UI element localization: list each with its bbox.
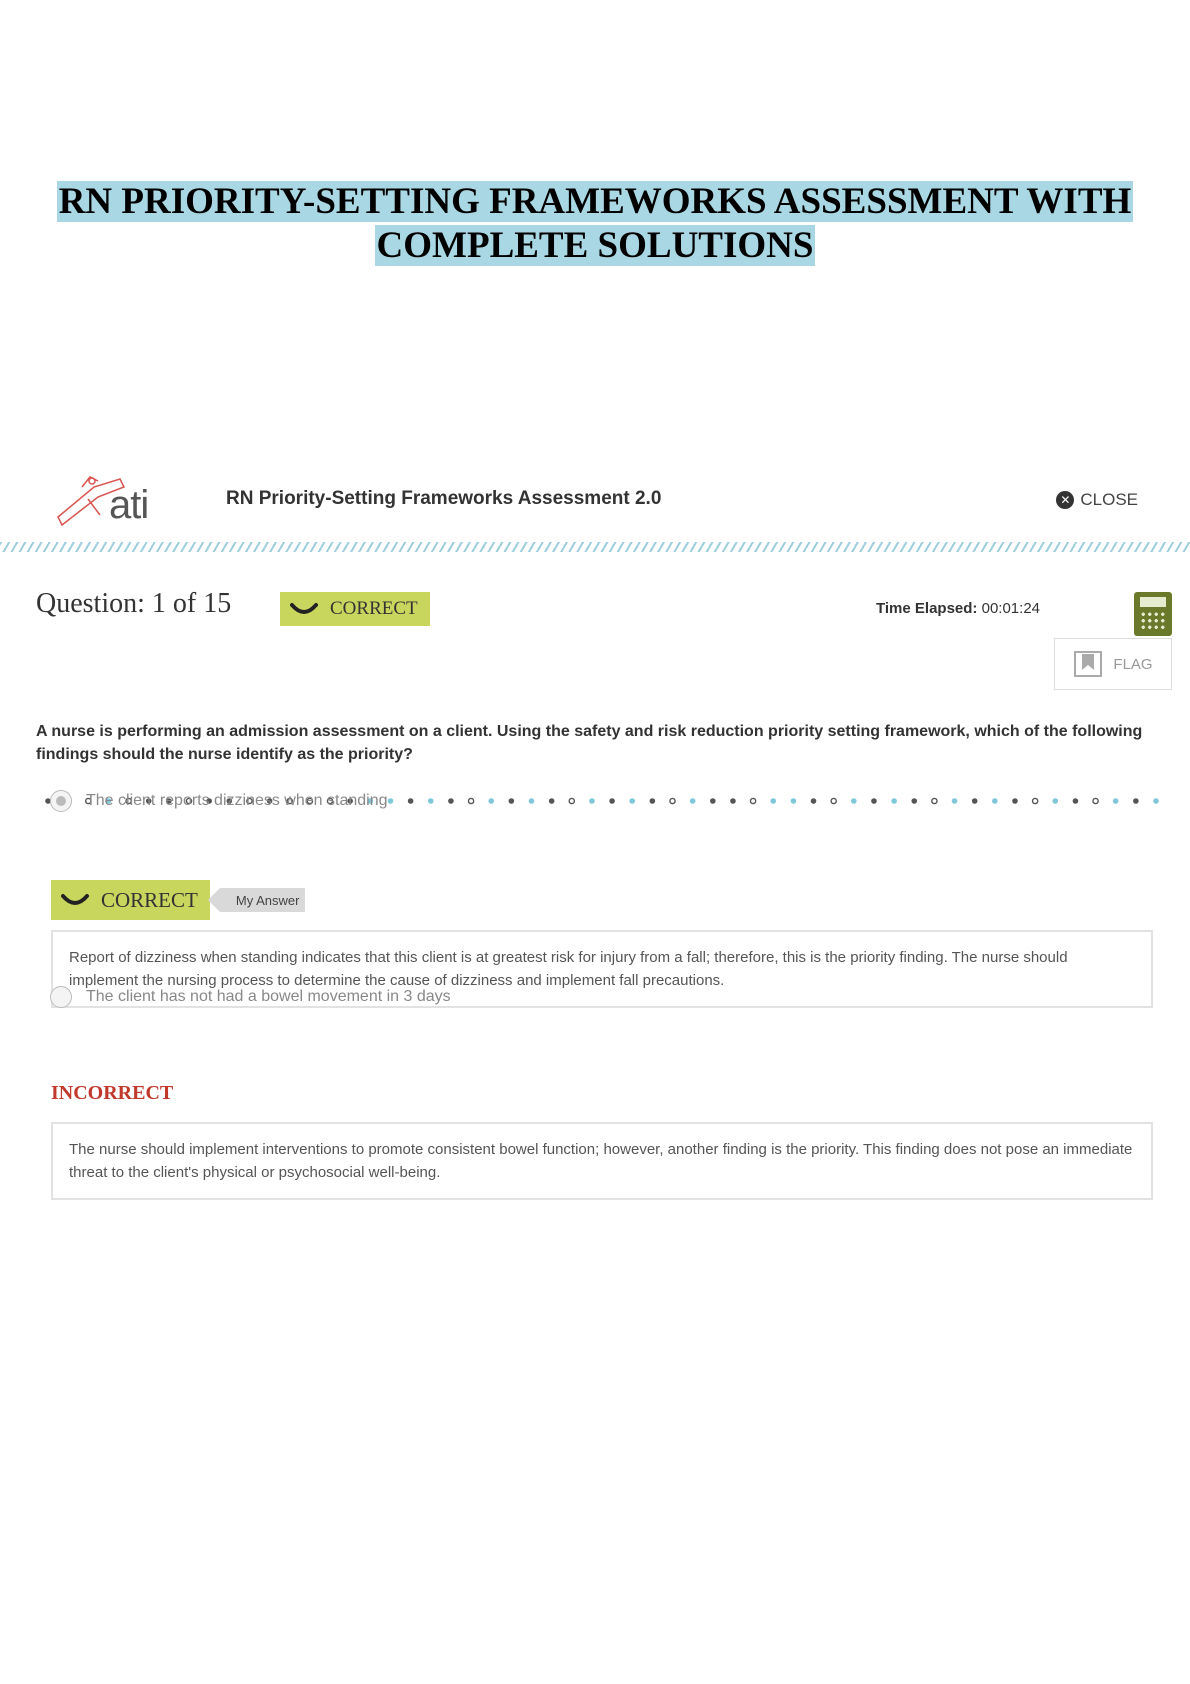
progress-dot[interactable]	[851, 798, 857, 804]
answer-option-1-radio[interactable]	[50, 790, 72, 812]
progress-dot[interactable]	[488, 798, 494, 804]
progress-dot[interactable]	[569, 798, 574, 803]
answer-option-1-result	[51, 880, 305, 920]
progress-dot[interactable]	[428, 798, 434, 804]
close-button[interactable]	[1056, 490, 1138, 510]
calculator-icon	[1140, 597, 1166, 607]
calculator-button[interactable]	[1134, 592, 1172, 636]
progress-dot[interactable]	[811, 798, 817, 804]
progress-dot[interactable]	[730, 798, 736, 804]
bookmark-flag-icon	[1073, 650, 1103, 678]
progress-dot[interactable]	[509, 798, 515, 804]
answer-option-2-text: The client has not had a bowel movement in 3 days	[86, 988, 451, 1005]
ati-logo	[54, 473, 174, 537]
progress-dot[interactable]	[1113, 798, 1119, 804]
progress-dot[interactable]	[529, 798, 535, 804]
answer-option-2-radio[interactable]	[50, 986, 72, 1008]
progress-dot[interactable]	[388, 798, 394, 804]
app-header	[0, 470, 1190, 550]
answer-option-1-text: The client reports dizziness when standing	[86, 792, 388, 809]
progress-dot[interactable]	[871, 798, 877, 804]
answer-option-2[interactable]	[50, 986, 451, 1008]
time-elapsed	[876, 600, 1040, 617]
progress-dot[interactable]	[972, 798, 978, 804]
ati-logo-text: ati	[109, 483, 149, 527]
progress-dot[interactable]	[770, 798, 776, 804]
document-title-line-1: RN PRIORITY-SETTING FRAMEWORKS ASSESSMENT WITH	[58, 181, 1132, 222]
progress-dot[interactable]	[831, 798, 836, 803]
progress-dot[interactable]	[932, 798, 937, 803]
my-answer-tag: My Answer	[220, 888, 306, 912]
flag-button[interactable]	[1054, 638, 1172, 690]
progress-dot[interactable]	[670, 798, 675, 803]
correct-badge-label: CORRECT	[101, 887, 198, 912]
progress-dot[interactable]	[448, 798, 454, 804]
status-badge	[280, 592, 430, 626]
progress-dot[interactable]	[690, 798, 696, 804]
progress-dot[interactable]	[911, 798, 917, 804]
progress-dot[interactable]	[992, 798, 998, 804]
answer-option-2-rationale: The nurse should implement interventions to promote consistent bowel function; however, another finding is the priority. This finding does not pose an immediate threat to the client's physical or psychosocial well-being.	[51, 1122, 1153, 1200]
document-title	[0, 180, 1190, 268]
assessment-screenshot	[0, 470, 1190, 1230]
progress-dot[interactable]	[710, 798, 716, 804]
close-label: CLOSE	[1080, 490, 1138, 509]
close-icon: ✕	[1056, 491, 1074, 509]
progress-dot[interactable]	[1093, 798, 1098, 803]
correct-swoosh-icon	[290, 601, 318, 617]
progress-dot[interactable]	[750, 798, 755, 803]
question-counter: Question: 1 of 15	[36, 588, 232, 619]
header-divider	[0, 542, 1190, 552]
progress-dot[interactable]	[1033, 798, 1038, 803]
answer-option-1[interactable]	[50, 790, 388, 812]
progress-dot[interactable]	[468, 798, 473, 803]
question-bar	[0, 580, 1190, 630]
progress-dot[interactable]	[549, 798, 555, 804]
question-prompt: A nurse is performing an admission assessment on a client. Using the safety and risk reduction priority setting framework, which of the following findings should the nurse identify as the priority?	[36, 723, 1143, 763]
flag-label: FLAG	[1113, 655, 1153, 673]
progress-dot[interactable]	[791, 798, 797, 804]
answer-option-1-rationale: Report of dizziness when standing indicates that this client is at greatest risk for injury from a fall; therefore, this is the priority finding. The nurse should implement the nursing process to determine the cause of dizziness and implement fall precautions.	[51, 930, 1153, 1008]
time-elapsed-label: Time Elapsed:	[876, 600, 978, 617]
progress-dot[interactable]	[609, 798, 615, 804]
app-title: RN Priority-Setting Frameworks Assessment 2.0	[226, 488, 662, 509]
correct-badge	[51, 880, 210, 920]
progress-dot[interactable]	[589, 798, 595, 804]
progress-dot[interactable]	[952, 798, 958, 804]
time-elapsed-value: 00:01:24	[981, 600, 1040, 617]
progress-dot[interactable]	[1073, 798, 1079, 804]
progress-dot[interactable]	[891, 798, 897, 804]
progress-dot[interactable]	[1052, 798, 1058, 804]
progress-dot[interactable]	[408, 798, 414, 804]
progress-dot[interactable]	[1153, 798, 1159, 804]
progress-dot[interactable]	[650, 798, 656, 804]
progress-dot[interactable]	[1133, 798, 1139, 804]
document-title-line-2: COMPLETE SOLUTIONS	[376, 225, 814, 266]
progress-dot[interactable]	[629, 798, 635, 804]
answer-option-2-result: INCORRECT	[51, 1082, 174, 1104]
progress-dot[interactable]	[1012, 798, 1018, 804]
correct-swoosh-icon	[61, 892, 89, 908]
status-label: CORRECT	[330, 598, 418, 619]
